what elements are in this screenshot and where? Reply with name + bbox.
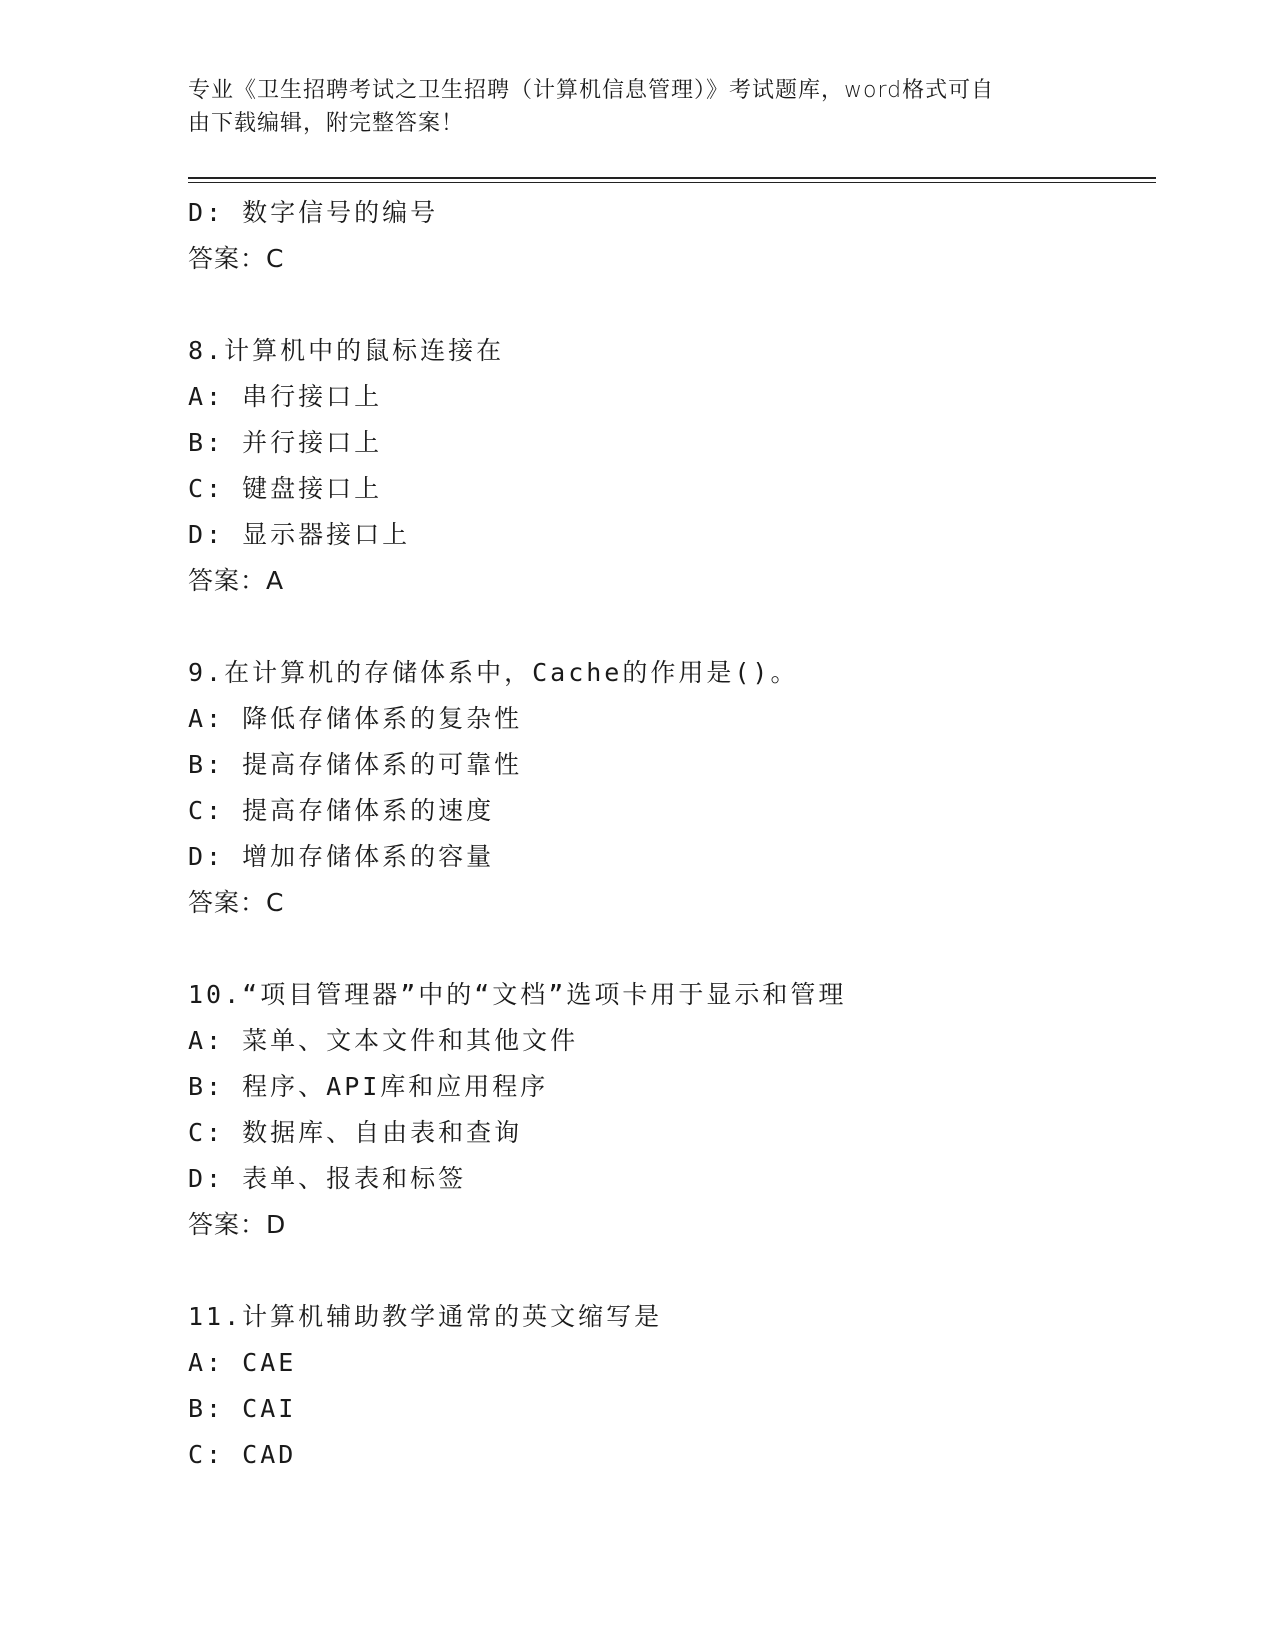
question-7-option-d: D: 数字信号的编号: [188, 198, 439, 227]
question-9: [188, 650, 1148, 926]
option-c: C: CAD: [188, 1440, 297, 1469]
spacer: [188, 1248, 1148, 1294]
option-c: C: 提高存储体系的速度: [188, 796, 495, 825]
document-header: [188, 74, 1068, 140]
option-d: D: 增加存储体系的容量: [188, 842, 495, 871]
option-a: A: 串行接口上: [188, 382, 383, 411]
question-stem: 10.“项目管理器”中的“文档”选项卡用于显示和管理: [188, 980, 847, 1009]
question-7-answer: 答案：C: [188, 244, 285, 273]
option-d: D: 表单、报表和标签: [188, 1164, 467, 1193]
option-a: A: 降低存储体系的复杂性: [188, 704, 523, 733]
option-c: C: 键盘接口上: [188, 474, 383, 503]
question-list: [188, 190, 1148, 1478]
question-10: [188, 972, 1148, 1248]
option-b: B: 提高存储体系的可靠性: [188, 750, 523, 779]
question-stem: 9.在计算机的存储体系中，Cache的作用是()。: [188, 658, 799, 687]
option-b: B: CAI: [188, 1394, 297, 1423]
option-c: C: 数据库、自由表和查询: [188, 1118, 523, 1147]
spacer: [188, 282, 1148, 328]
answer: 答案：A: [188, 566, 285, 595]
question-8: [188, 328, 1148, 604]
option-a: A: 菜单、文本文件和其他文件: [188, 1026, 579, 1055]
header-line-1: 专业《卫生招聘考试之卫生招聘（计算机信息管理）》考试题库，word格式可自: [188, 78, 995, 103]
answer: 答案：D: [188, 1210, 287, 1239]
option-b: B: 并行接口上: [188, 428, 383, 457]
spacer: [188, 926, 1148, 972]
header-divider-thick: [188, 177, 1156, 179]
option-a: A: CAE: [188, 1348, 297, 1377]
question-stem: 8.计算机中的鼠标连接在: [188, 336, 505, 365]
option-d: D: 显示器接口上: [188, 520, 411, 549]
header-divider-thin: [188, 182, 1156, 183]
question-stem: 11.计算机辅助教学通常的英文缩写是: [188, 1302, 663, 1331]
answer: 答案：C: [188, 888, 285, 917]
header-line-2: 由下载编辑，附完整答案！: [188, 111, 465, 136]
spacer: [188, 604, 1148, 650]
question-11: [188, 1294, 1148, 1478]
option-b: B: 程序、API库和应用程序: [188, 1072, 549, 1101]
